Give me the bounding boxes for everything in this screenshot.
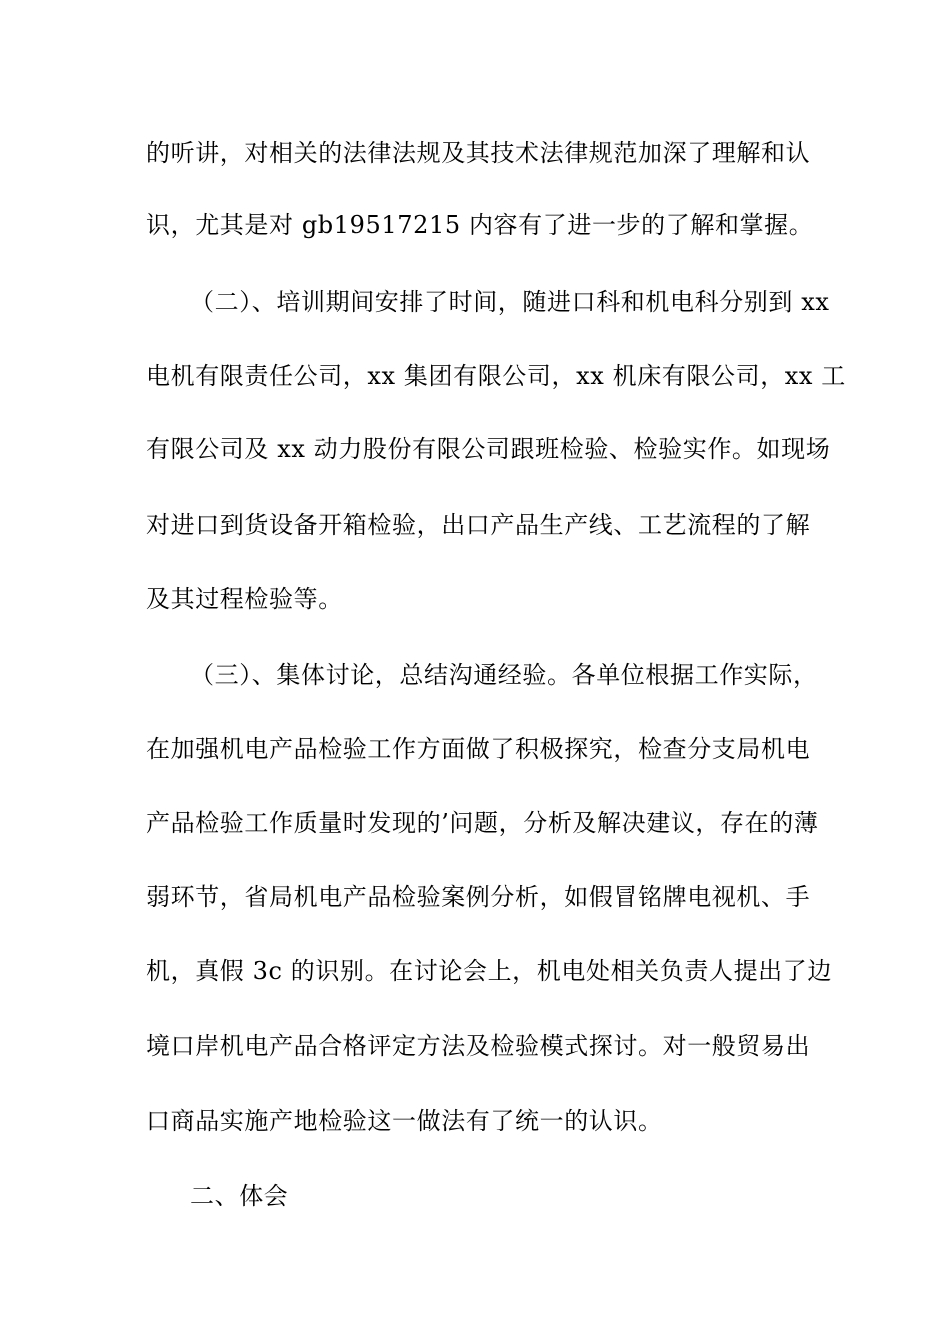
- paragraph-line: 境口岸机电产品合格评定方法及检验模式探讨。对一般贸易出: [146, 1032, 811, 1060]
- paragraph-line: （三）、集体讨论，总结沟通经验。各单位根据工作实际，: [190, 661, 818, 689]
- paragraph-line: 及其过程检验等。: [146, 585, 343, 613]
- paragraph-line: 识，尤其是对 gb19517215 内容有了进一步的了解和掌握。: [146, 211, 814, 239]
- paragraph-line: （二）、培训期间安排了时间，随进口科和机电科分别到 xx: [190, 288, 830, 316]
- paragraph-line: 机，真假 3c 的识别。在讨论会上，机电处相关负责人提出了边: [146, 957, 832, 985]
- paragraph-line: 有限公司及 xx 动力股份有限公司跟班检验、检验实作。如现场: [146, 435, 831, 463]
- paragraph-line: 电机有限责任公司，xx 集团有限公司，xx 机床有限公司，xx 工: [146, 362, 846, 390]
- paragraph-line: 的听讲，对相关的法律法规及其技术法律规范加深了理解和认: [146, 139, 811, 167]
- paragraph-line: 弱环节，省局机电产品检验案例分析，如假冒铭牌电视机、手: [146, 883, 811, 911]
- paragraph-line: 对进口到货设备开箱检验，出口产品生产线、工艺流程的了解: [146, 511, 811, 539]
- paragraph-line: 产品检验工作质量时发现的’问题，分析及解决建议，存在的薄: [146, 809, 819, 837]
- section-heading: 二、体会: [190, 1182, 289, 1210]
- paragraph-line: 口商品实施产地检验这一做法有了统一的认识。: [146, 1107, 663, 1135]
- paragraph-line: 在加强机电产品检验工作方面做了积极探究，检查分支局机电: [146, 735, 811, 763]
